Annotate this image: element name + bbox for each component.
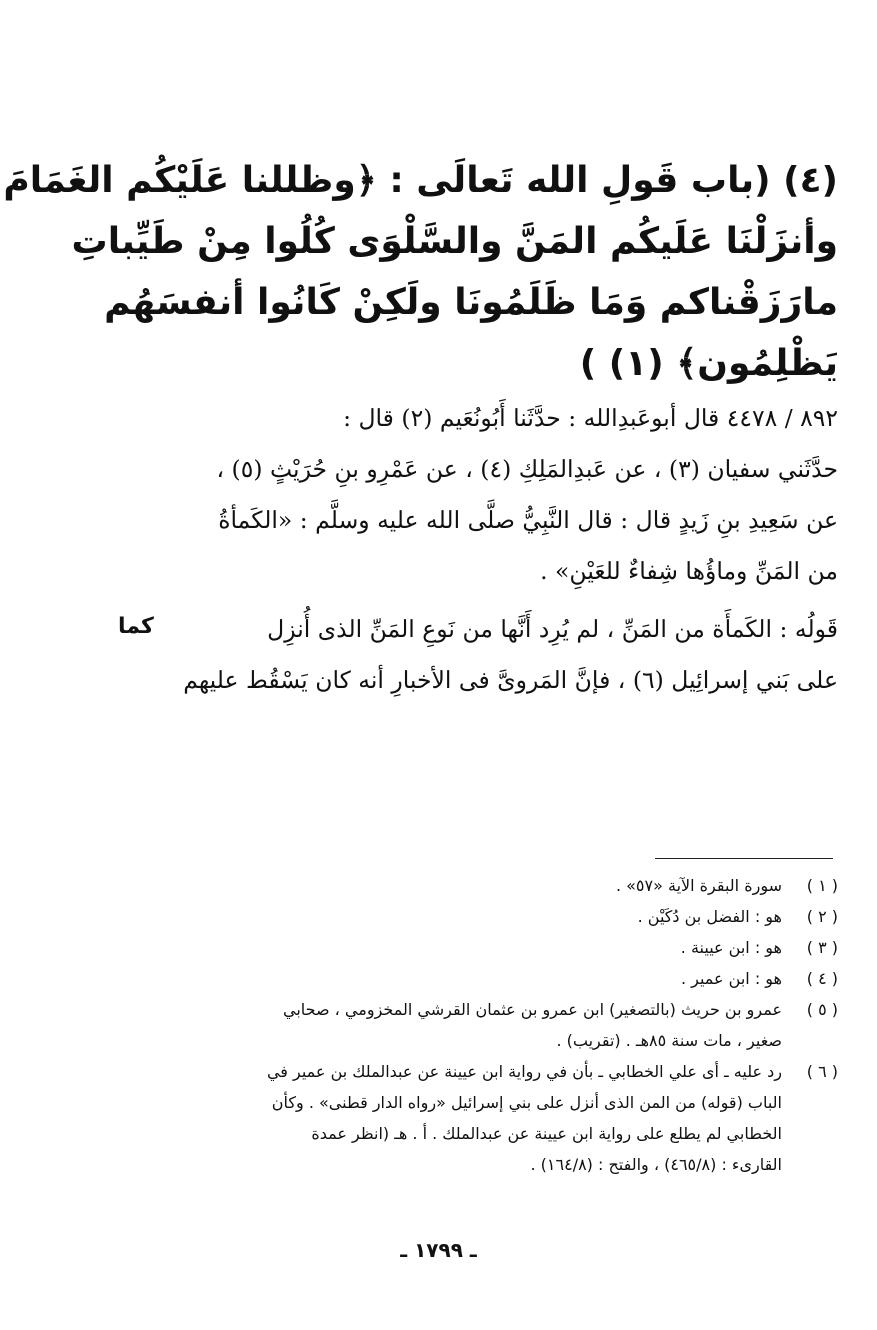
heading-line: يَظْلِمُون﴾ (١) )	[579, 343, 838, 384]
footnote-number: ( ٣ )	[806, 938, 838, 957]
commentary-line: على بَني إسرائِيل (٦) ، فإنَّ المَروىَّ فى الأخبارِ أنه كان يَسْقُط عليهم	[183, 666, 838, 694]
footnote-text	[160, 870, 782, 901]
commentary-line: قَولُه : الكَمأَة من المَنِّ ، لم يُرِد أَنَّها من نَوعِ المَنِّ الذى أُنزِل	[267, 615, 838, 643]
footnote-line: هو : ابن عمير .	[680, 969, 782, 988]
footnote	[160, 963, 838, 994]
footnote	[160, 870, 838, 901]
page-number: ـ ١٧٩٩ ـ	[400, 1238, 477, 1262]
footnotes	[160, 870, 838, 1180]
footnote-text	[160, 932, 782, 963]
footnote-separator	[655, 858, 833, 859]
footnote-text	[160, 963, 782, 994]
footnote-text	[160, 901, 782, 932]
footnote	[160, 901, 838, 932]
hadith-line: من المَنِّ وماؤُها شِفاءٌ للعَيْنِ» .	[540, 557, 838, 585]
footnote-line: عمرو بن حريث (بالتصغير) ابن عمرو بن عثمان القرشي المخزومي ، صحابي	[283, 1000, 782, 1019]
footnote-line: القارىء : (٤٦٥/٨) ، والفتح : (١٦٤/٨) .	[530, 1155, 782, 1174]
footnote-line: هو : ابن عيينة .	[680, 938, 782, 957]
footnote-line: رد عليه ـ أى علي الخطابي ـ بأن في رواية ابن عيينة عن عبدالملك بن عمير في	[266, 1062, 782, 1081]
footnote-line: هو : الفضل بن دُكَيْن .	[637, 907, 782, 926]
footnote-line: الباب (قوله) من المن الذى أنزل على بني إسرائيل «رواه الدار قطنى» . وكأن	[271, 1093, 782, 1112]
footnote-number: ( ١ )	[806, 876, 838, 895]
footnote-line: صغير ، مات سنة ٨٥هـ . (تقريب) .	[556, 1031, 782, 1050]
footnote-number: ( ٥ )	[806, 1000, 838, 1019]
hadith-line: ٨٩٢ / ٤٤٧٨ قال أبوعَبدِالله : حدَّثَنا أَبُونُعَيم (٢) قال :	[343, 404, 838, 432]
footnote-number: ( ٢ )	[806, 907, 838, 926]
hadith-text	[160, 393, 838, 597]
hadith-line: حدَّثَني سفيان (٣) ، عن عَبدِالمَلِكِ (٤) ، عن عَمْرِو بنِ حُرَيْثٍ (٥) ،	[216, 455, 838, 483]
footnote-text	[160, 1056, 782, 1180]
commentary-text	[110, 604, 838, 706]
chapter-heading	[3, 150, 838, 394]
footnote	[160, 1056, 838, 1180]
footnote	[160, 994, 838, 1056]
heading-line: (٤) (باب قَولِ الله تَعالَى : ﴿وظللنا عَلَيْكُم الغَمَامَ	[3, 160, 838, 201]
heading-line: وأنزَلْنَا عَلَيكُم المَنَّ والسَّلْوَى كُلُوا مِنْ طَيِّباتِ	[71, 221, 838, 262]
footnote-number: ( ٦ )	[806, 1062, 838, 1081]
footnote-line: الخطابي لم يطلع على رواية ابن عيينة عن عبدالملك . أ . هـ (انظر عمدة	[311, 1124, 782, 1143]
margin-note: كما	[118, 614, 154, 639]
footnote-number: ( ٤ )	[806, 969, 838, 988]
footnote-line: سورة البقرة الآية «٥٧» .	[615, 876, 782, 895]
hadith-line: عن سَعِيدِ بنِ زَيدٍ قال : قال النَّبِيُّ صلَّى الله عليه وسلَّم : «الكَمأةُ	[218, 506, 838, 534]
heading-line: مارَزَقْناكم وَمَا ظَلَمُونَا ولَكِنْ كَانُوا أنفسَهُم	[104, 282, 838, 323]
footnote	[160, 932, 838, 963]
footnote-text	[160, 994, 782, 1056]
